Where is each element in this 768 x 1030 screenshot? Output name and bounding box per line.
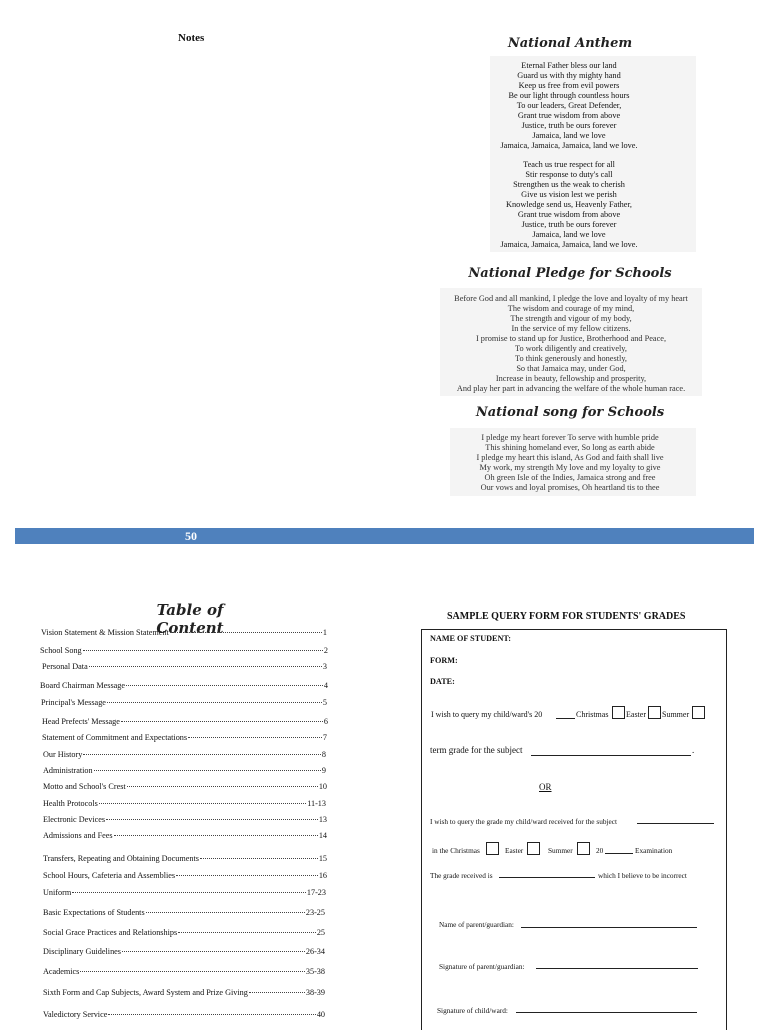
pledge-line: To think generously and honestly, bbox=[514, 354, 628, 363]
pledge-text bbox=[440, 294, 702, 394]
toc-entry-page: 17-23 bbox=[306, 888, 326, 897]
page-number-bar bbox=[15, 528, 754, 544]
query-form-title: SAMPLE QUERY FORM FOR STUDENTS' GRADES bbox=[447, 611, 686, 622]
page-number: 50 bbox=[185, 529, 197, 543]
pledge-line: The wisdom and courage of my mind, bbox=[507, 304, 635, 313]
pledge-line: In the service of my fellow citizens. bbox=[511, 324, 631, 333]
song-line: Oh green Isle of the Indies, Jamaica strong and free bbox=[484, 473, 656, 482]
pledge-line: And play her part in advancing the welfare of the whole human race. bbox=[456, 384, 686, 393]
query-term-text: I wish to query my child/ward's 20 bbox=[431, 710, 543, 719]
toc-entry-title: Transfers, Repeating and Obtaining Documents bbox=[43, 854, 199, 863]
grade-received-blank[interactable] bbox=[499, 877, 595, 878]
toc-entry-page: 40 bbox=[316, 1010, 325, 1019]
toc-leader bbox=[127, 786, 318, 787]
pledge-line: So that Jamaica may, under God, bbox=[516, 364, 626, 373]
pledge-line: Increase in beauty, fellowship and prosperity, bbox=[495, 374, 647, 383]
parent-signature-label: Signature of parent/guardian: bbox=[439, 962, 525, 971]
toc-entry bbox=[41, 698, 327, 708]
toc-leader bbox=[122, 951, 305, 952]
toc-leader bbox=[146, 912, 305, 913]
toc-leader bbox=[72, 892, 306, 893]
anthem-line: Jamaica, Jamaica, Jamaica, land we love. bbox=[500, 141, 638, 150]
toc-entry-page: 5 bbox=[322, 698, 327, 707]
toc-entry-page: 14 bbox=[318, 831, 327, 840]
anthem-line: Grant true wisdom from above bbox=[517, 210, 621, 219]
exam-easter-label: Easter bbox=[505, 846, 524, 855]
toc-entry-title: Disciplinary Guidelines bbox=[43, 947, 121, 956]
exam-summer-label: Summer bbox=[548, 846, 573, 855]
toc-leader bbox=[170, 632, 322, 633]
toc-entry bbox=[43, 854, 327, 864]
toc-leader bbox=[107, 702, 322, 703]
toc-entry-title: Vision Statement & Mission Statement bbox=[41, 628, 169, 637]
term-grade-label: term grade for the subject bbox=[430, 745, 523, 755]
grade-received-label: The grade received is bbox=[430, 871, 493, 880]
anthem-line: Be our light through countless hours bbox=[508, 91, 630, 100]
toc-leader bbox=[99, 803, 306, 804]
toc-leader bbox=[108, 1014, 315, 1015]
toc-entry bbox=[40, 646, 328, 656]
anthem-line: Knowledge send us, Heavenly Father, bbox=[506, 200, 632, 209]
in-the-christmas-label: in the Christmas bbox=[432, 846, 480, 855]
toc-entry-page: 26-34 bbox=[305, 947, 325, 956]
year-blank[interactable] bbox=[556, 718, 575, 719]
toc-leader bbox=[83, 650, 323, 651]
toc-leader bbox=[94, 770, 321, 771]
anthem-line: Jamaica, Jamaica, Jamaica, land we love. bbox=[500, 240, 638, 249]
toc-entry-page: 13 bbox=[318, 815, 327, 824]
exam-christmas-checkbox[interactable] bbox=[486, 842, 499, 855]
toc-entry-title: Statement of Commitment and Expectations bbox=[42, 733, 188, 742]
toc-entry-title: Valedictory Service bbox=[43, 1010, 108, 1019]
anthem-line: Teach us true respect for all bbox=[523, 160, 615, 169]
exam-year-prefix: 20 bbox=[596, 846, 604, 855]
song-line: This shining homeland ever, So long as earth abide bbox=[485, 443, 655, 452]
anthem-line: Eternal Father bless our land bbox=[521, 61, 617, 70]
toc-entry-title: Board Chairman Message bbox=[40, 681, 126, 690]
toc-entry-title: Admissions and Fees bbox=[43, 831, 113, 840]
toc-entry-page: 38-39 bbox=[305, 988, 325, 997]
incorrect-label: which I believe to be incorrect bbox=[598, 871, 687, 880]
toc-entry bbox=[43, 782, 327, 792]
toc-entry bbox=[43, 831, 327, 841]
anthem-line: Give us vision lest we perish bbox=[521, 190, 617, 199]
exam-summer-checkbox[interactable] bbox=[577, 842, 590, 855]
query-grade-text: I wish to query the grade my child/ward received for the subject bbox=[430, 817, 618, 826]
christmas-checkbox[interactable] bbox=[612, 706, 625, 719]
toc-leader bbox=[126, 685, 323, 686]
toc-entry-page: 23-25 bbox=[305, 908, 325, 917]
toc-entry-page: 1 bbox=[322, 628, 327, 637]
song-text bbox=[450, 433, 690, 493]
toc-title: Table of Content bbox=[156, 601, 224, 637]
toc-entry-page: 2 bbox=[323, 646, 328, 655]
toc-leader bbox=[80, 971, 305, 972]
toc-leader bbox=[176, 875, 318, 876]
toc-entry-title: School Song bbox=[40, 646, 82, 655]
toc-entry bbox=[42, 717, 328, 727]
toc-entry-title: Academics bbox=[43, 967, 80, 976]
toc-entry-title: Head Prefects' Message bbox=[42, 717, 120, 726]
parent-name-blank[interactable] bbox=[521, 927, 697, 928]
summer-label: Summer bbox=[662, 710, 690, 719]
toc-entry-page: 9 bbox=[321, 766, 326, 775]
anthem-line: Stir response to duty's call bbox=[525, 170, 613, 179]
toc-entry bbox=[41, 628, 327, 638]
song-line: Our vows and loyal promises, Oh heartland tis to thee bbox=[480, 483, 660, 492]
toc-leader bbox=[89, 666, 322, 667]
toc-entry-page: 10 bbox=[318, 782, 327, 791]
song-line: My work, my strength My love and my loyalty to give bbox=[479, 463, 661, 472]
toc-leader bbox=[121, 721, 323, 722]
anthem-line: Keep us free from evil powers bbox=[518, 81, 620, 90]
toc-entry-page: 8 bbox=[321, 750, 326, 759]
anthem-line: To our leaders, Great Defender, bbox=[516, 101, 622, 110]
toc-entry-page: 4 bbox=[323, 681, 328, 690]
toc-entry bbox=[42, 662, 327, 672]
toc-entry-page: 7 bbox=[322, 733, 327, 742]
pledge-line: I promise to stand up for Justice, Brotherhood and Peace, bbox=[475, 334, 667, 343]
toc-entry bbox=[43, 871, 327, 881]
toc-entry-title: Social Grace Practices and Relationships bbox=[43, 928, 178, 937]
anthem-line: Grant true wisdom from above bbox=[517, 111, 621, 120]
easter-label: Easter bbox=[626, 710, 646, 719]
toc-entry-title: Electronic Devices bbox=[43, 815, 106, 824]
pledge-line: To work diligently and creatively, bbox=[514, 344, 627, 353]
toc-leader bbox=[106, 819, 318, 820]
anthem-line: Justice, truth be ours forever bbox=[521, 220, 617, 229]
toc-entry bbox=[43, 888, 326, 898]
toc-entry bbox=[43, 967, 325, 977]
toc-entry bbox=[40, 681, 328, 691]
toc-entry bbox=[43, 908, 325, 918]
anthem-line: Jamaica, land we love bbox=[532, 131, 606, 140]
exam-year-blank[interactable] bbox=[605, 853, 633, 854]
easter-checkbox[interactable] bbox=[648, 706, 661, 719]
anthem-verse-1 bbox=[490, 61, 648, 151]
toc-entry bbox=[43, 799, 326, 809]
toc-entry bbox=[43, 750, 326, 760]
toc-entry bbox=[43, 815, 327, 825]
toc-entry-page: 16 bbox=[318, 871, 327, 880]
anthem-verse-2 bbox=[490, 160, 648, 250]
song-line: I pledge my heart this island, As God and faith shall live bbox=[476, 453, 664, 462]
child-signature-label: Signature of child/ward: bbox=[437, 1006, 508, 1015]
parent-name-label: Name of parent/guardian: bbox=[439, 920, 514, 929]
toc-entry bbox=[43, 1010, 325, 1020]
anthem-line: Strengthen us the weak to cherish bbox=[513, 180, 625, 189]
exam-easter-checkbox[interactable] bbox=[527, 842, 540, 855]
period: . bbox=[692, 745, 695, 755]
anthem-title: National Anthem bbox=[507, 36, 633, 51]
form-label: FORM: bbox=[430, 656, 458, 665]
anthem-line: Jamaica, land we love bbox=[532, 230, 606, 239]
toc-entry-title: Motto and School's Crest bbox=[43, 782, 126, 791]
toc-entry-title: Our History bbox=[43, 750, 83, 759]
toc-leader bbox=[83, 754, 321, 755]
date-label: DATE: bbox=[430, 677, 455, 686]
toc-entry-title: Uniform bbox=[43, 888, 72, 897]
anthem-line: Justice, truth be ours forever bbox=[521, 121, 617, 130]
christmas-label: Christmas bbox=[576, 710, 609, 719]
student-name-label: NAME OF STUDENT: bbox=[430, 634, 511, 643]
toc-entry-title: Basic Expectations of Students bbox=[43, 908, 145, 917]
toc-entry-page: 25 bbox=[316, 928, 325, 937]
toc-leader bbox=[249, 992, 305, 993]
toc-leader bbox=[200, 858, 318, 859]
or-label: OR bbox=[539, 782, 552, 792]
toc-entry bbox=[42, 733, 327, 743]
toc-entry bbox=[43, 988, 325, 998]
toc-entry-page: 6 bbox=[323, 717, 328, 726]
toc-entry-title: Sixth Form and Cap Subjects, Award System and Prize Giving bbox=[43, 988, 248, 997]
toc-entry-page: 3 bbox=[322, 662, 327, 671]
summer-checkbox[interactable] bbox=[692, 706, 705, 719]
child-signature-blank[interactable] bbox=[516, 1012, 697, 1013]
toc-leader bbox=[178, 932, 316, 933]
song-title: National song for Schools bbox=[475, 405, 665, 420]
subject-blank[interactable] bbox=[531, 755, 691, 756]
toc-entry-title: Personal Data bbox=[42, 662, 88, 671]
toc-leader bbox=[188, 737, 322, 738]
toc-entry-title: School Hours, Cafeteria and Assemblies bbox=[43, 871, 176, 880]
exam-subject-blank[interactable] bbox=[637, 823, 714, 824]
parent-signature-blank[interactable] bbox=[536, 968, 698, 969]
anthem-line: Guard us with thy mighty hand bbox=[517, 71, 621, 80]
toc-entry-page: 11-13 bbox=[307, 799, 326, 808]
toc-entry bbox=[43, 928, 325, 938]
toc-entry bbox=[43, 766, 326, 776]
pledge-line: Before God and all mankind, I pledge the love and loyalty of my heart bbox=[454, 294, 688, 303]
toc-leader bbox=[114, 835, 318, 836]
toc-entry-page: 35-38 bbox=[305, 967, 325, 976]
notes-heading: Notes bbox=[178, 32, 205, 44]
toc-entry-page: 15 bbox=[318, 854, 327, 863]
toc-entry-title: Administration bbox=[43, 766, 93, 775]
toc-entry-title: Principal's Message bbox=[41, 698, 106, 707]
toc-entry bbox=[43, 947, 325, 957]
toc-entry-title: Health Protocols bbox=[43, 799, 98, 808]
pledge-line: The strength and vigour of my body, bbox=[510, 314, 632, 323]
pledge-title: National Pledge for Schools bbox=[468, 266, 672, 281]
examination-label: Examination bbox=[635, 846, 673, 855]
song-line: I pledge my heart forever To serve with humble pride bbox=[481, 433, 659, 442]
